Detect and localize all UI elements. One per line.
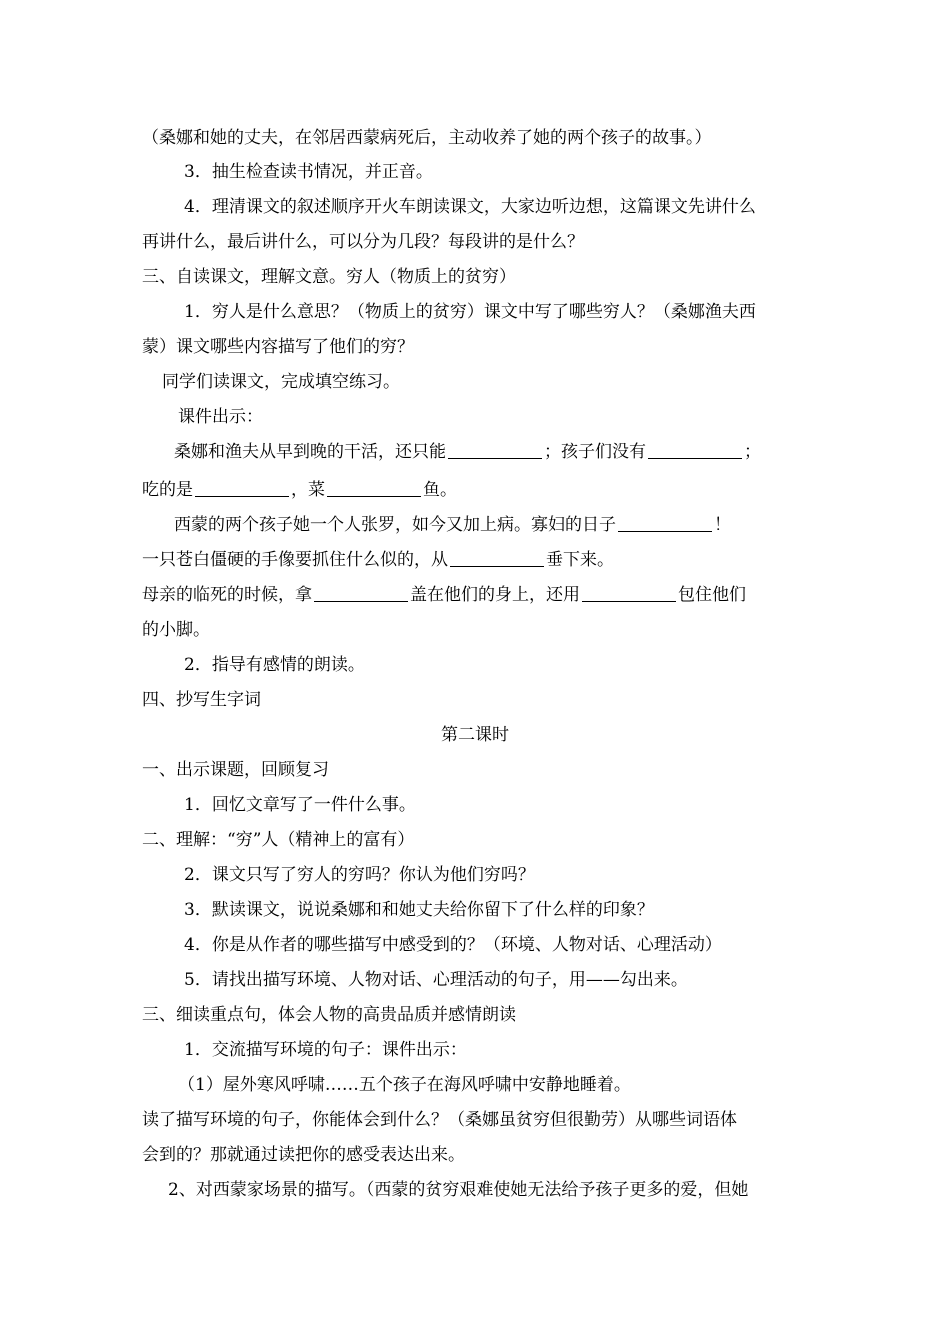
fill-text: ； — [744, 442, 761, 462]
text-line: 4．理清课文的叙述顺序开火车朗读课文，大家边听边想，这篇课文先讲什么 — [184, 197, 756, 217]
text-line: 1．回忆文章写了一件什么事。 — [184, 795, 416, 815]
fill-line — [142, 583, 812, 607]
section-heading: 三、自读课文，理解文意。穷人（物质上的贫穷） — [142, 267, 516, 287]
fill-blank[interactable] — [618, 515, 712, 532]
text-line: 再讲什么，最后讲什么，可以分为几段？每段讲的是什么？ — [142, 232, 584, 252]
section-heading: 一、出示课题，回顾复习 — [142, 760, 329, 780]
fill-text: 垂下来。 — [546, 550, 614, 570]
text-line: 5．请找出描写环境、人物对话、心理活动的句子，用——勾出来。 — [184, 970, 688, 990]
fill-blank[interactable] — [195, 480, 289, 497]
fill-line — [174, 513, 844, 537]
text-line: 课件出示： — [178, 407, 263, 427]
fill-blank[interactable] — [448, 442, 542, 459]
fill-text: 鱼。 — [423, 480, 457, 500]
text-line: 4．你是从作者的哪些描写中感受到的？（环境、人物对话、心理活动） — [184, 935, 722, 955]
fill-text: 的小脚。 — [142, 620, 210, 640]
text-line: 1．交流描写环境的句子：课件出示： — [184, 1040, 467, 1060]
text-line: 同学们读课文，完成填空练习。 — [162, 372, 400, 392]
text-line: 3．默读课文，说说桑娜和和她丈夫给你留下了什么样的印象？ — [184, 900, 654, 920]
text-line: 读了描写环境的句子，你能体会到什么？（桑娜虽贫穷但很勤劳）从哪些词语体 — [142, 1110, 737, 1130]
fill-text: 西蒙的两个孩子她一个人张罗，如今又加上病。寡妇的日子 — [174, 515, 616, 535]
text-line: 会到的？那就通过读把你的感受表达出来。 — [142, 1145, 465, 1165]
section-heading: 三、细读重点句，体会人物的高贵品质并感情朗读 — [142, 1005, 516, 1025]
fill-text: 包住他们 — [678, 585, 746, 605]
fill-text: 一只苍白僵硬的手像要抓住什么似的，从 — [142, 550, 448, 570]
fill-line — [142, 478, 812, 502]
fill-blank[interactable] — [314, 585, 408, 602]
section-heading: 四、抄写生字词 — [142, 690, 261, 710]
section-heading: 二、理解：“穷”人（精神上的富有） — [142, 830, 415, 850]
fill-text: 桑娜和渔夫从早到晚的干活，还只能 — [174, 442, 446, 462]
fill-line — [142, 548, 812, 572]
fill-blank[interactable] — [648, 442, 742, 459]
fill-blank[interactable] — [450, 550, 544, 567]
fill-line — [142, 618, 812, 642]
text-line: 1．穷人是什么意思？（物质上的贫穷）课文中写了哪些穷人？（桑娜渔夫西 — [184, 302, 756, 322]
lesson-title: 第二课时 — [441, 725, 509, 745]
text-line: 蒙）课文哪些内容描写了他们的穷？ — [142, 337, 414, 357]
text-line: （桑娜和她的丈夫，在邻居西蒙病死后，主动收养了她的两个孩子的故事。） — [142, 128, 712, 148]
fill-line — [174, 440, 844, 464]
fill-text: 吃的是 — [142, 480, 193, 500]
text-line: 2．课文只写了穷人的穷吗？你认为他们穷吗？ — [184, 865, 535, 885]
fill-text: ；孩子们没有 — [544, 442, 646, 462]
fill-text: ，菜 — [291, 480, 325, 500]
fill-text: ！ — [714, 515, 731, 535]
fill-text: 盖在他们的身上，还用 — [410, 585, 580, 605]
fill-blank[interactable] — [327, 480, 421, 497]
text-line: 2．指导有感情的朗读。 — [184, 655, 365, 675]
text-line: 3．抽生检查读书情况，并正音。 — [184, 162, 433, 182]
fill-text: 母亲的临死的时候，拿 — [142, 585, 312, 605]
text-line: 2、对西蒙家场景的描写。（西蒙的贫穷艰难使她无法给予孩子更多的爱，但她 — [168, 1180, 749, 1200]
text-line: （1）屋外寒风呼啸……五个孩子在海风呼啸中安静地睡着。 — [178, 1075, 631, 1095]
fill-blank[interactable] — [582, 585, 676, 602]
